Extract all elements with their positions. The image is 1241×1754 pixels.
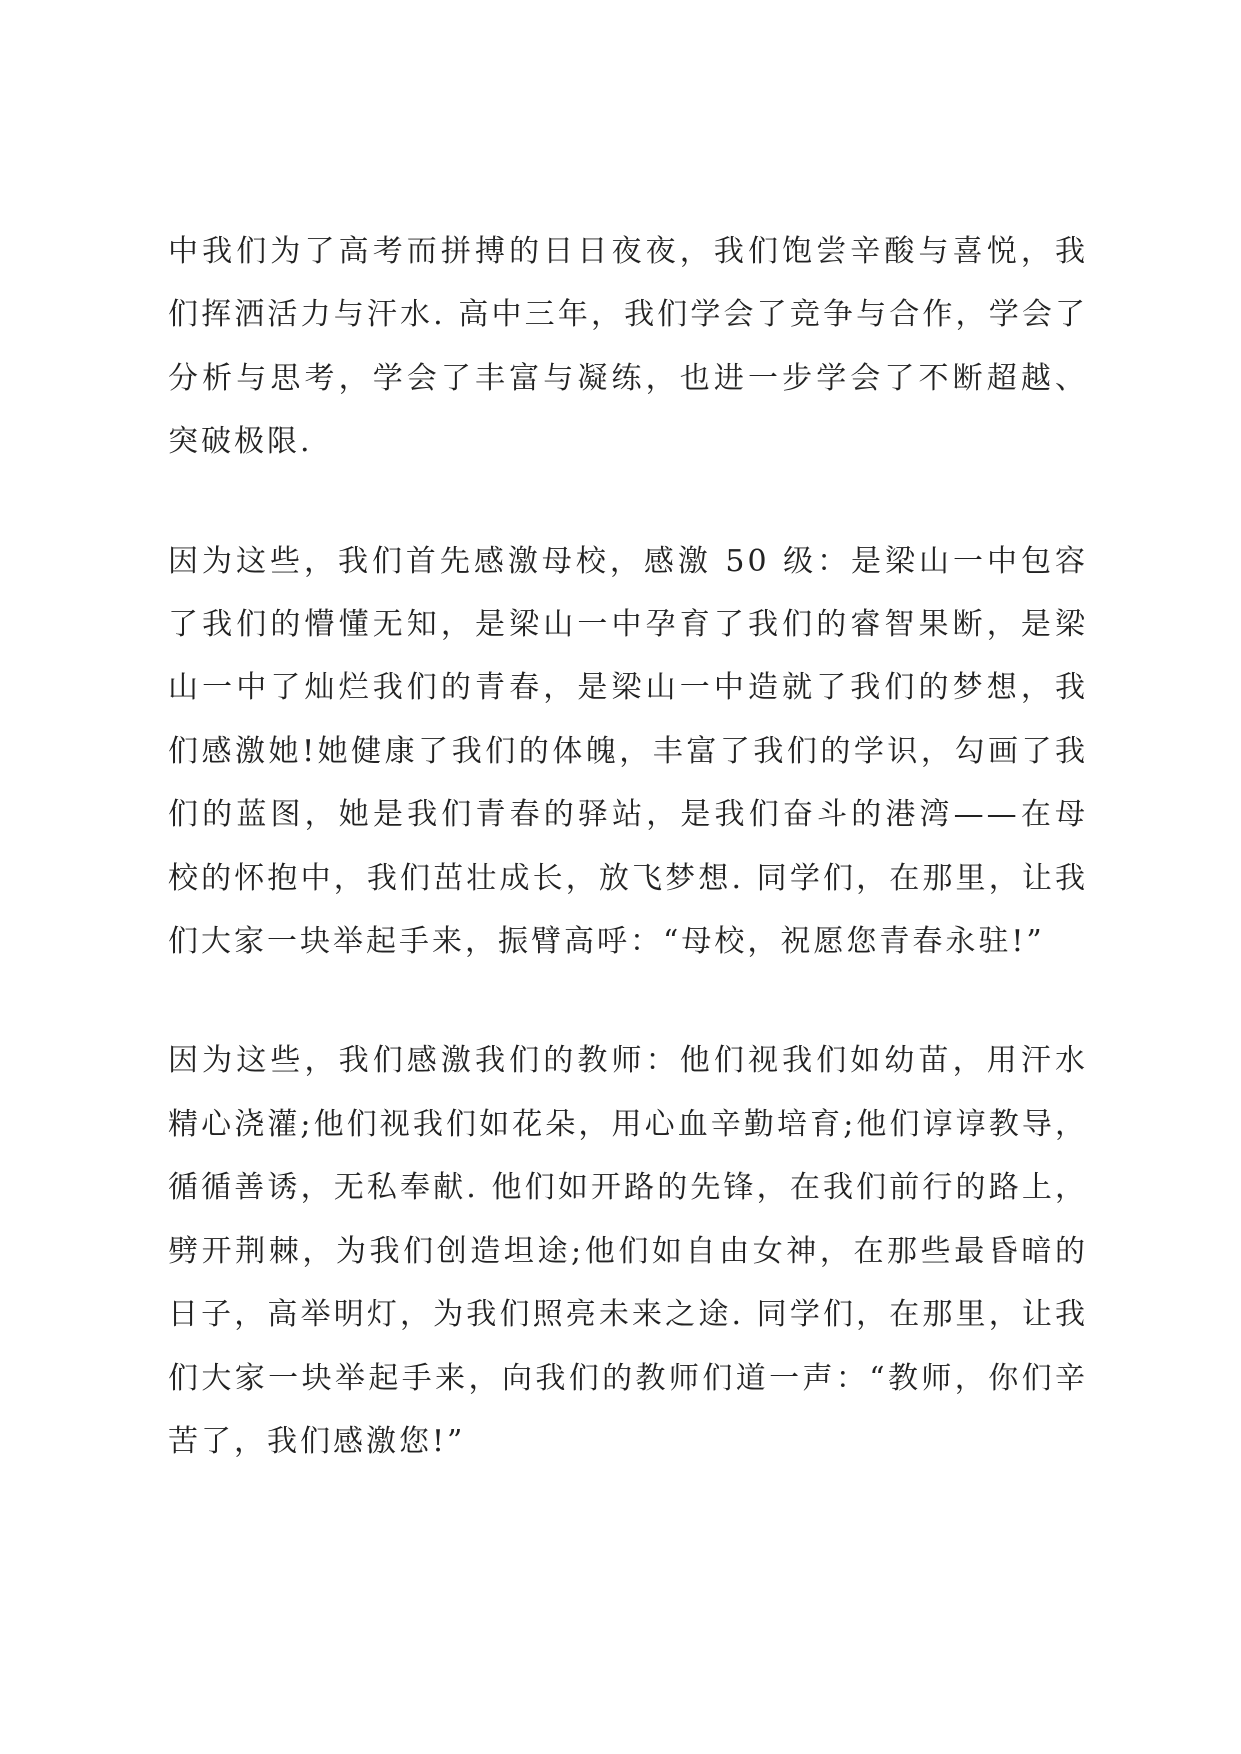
paragraph-1: 中我们为了高考而拼搏的日日夜夜，我们饱尝辛酸与喜悦，我们挥洒活力与汗水. 高中三年，我们学会了竞争与合作，学会了分析与思考，学会了丰富与凝练，也进一步学会了不断超越、突破极限. — [168, 234, 1088, 460]
paragraph-3: 因为这些，我们感激我们的教师：他们视我们如幼苗，用汗水精心浇灌;他们视我们如花朵，用心血辛勤培育;他们谆谆教导，循循善诱，无私奉献. 他们如开路的先锋，在我们前行的路上，劈开荆棘，为我们创造坦途;他们如自由女神，在那些最昏暗的日子，高举明灯，为我们照亮未来之途. 同学们，在那里，让我们大家一块举起手来，向我们的教师们道一声：“教师，你们辛苦了，我们感激您!” — [168, 1043, 1088, 1459]
document-body — [168, 220, 1088, 1473]
paragraph-2: 因为这些，我们首先感激母校，感激 50 级：是梁山一中包容了我们的懵懂无知，是梁山一中孕育了我们的睿智果断，是梁山一中了灿烂我们的青春，是梁山一中造就了我们的梦想，我们感激她!她健康了我们的体魄，丰富了我们的学识，勾画了我们的蓝图，她是我们青春的驿站，是我们奋斗的港湾——在母校的怀抱中，我们茁壮成长，放飞梦想. 同学们，在那里，让我们大家一块举起手来，振臂高呼：“母校，祝愿您青春永驻!” — [168, 543, 1088, 960]
